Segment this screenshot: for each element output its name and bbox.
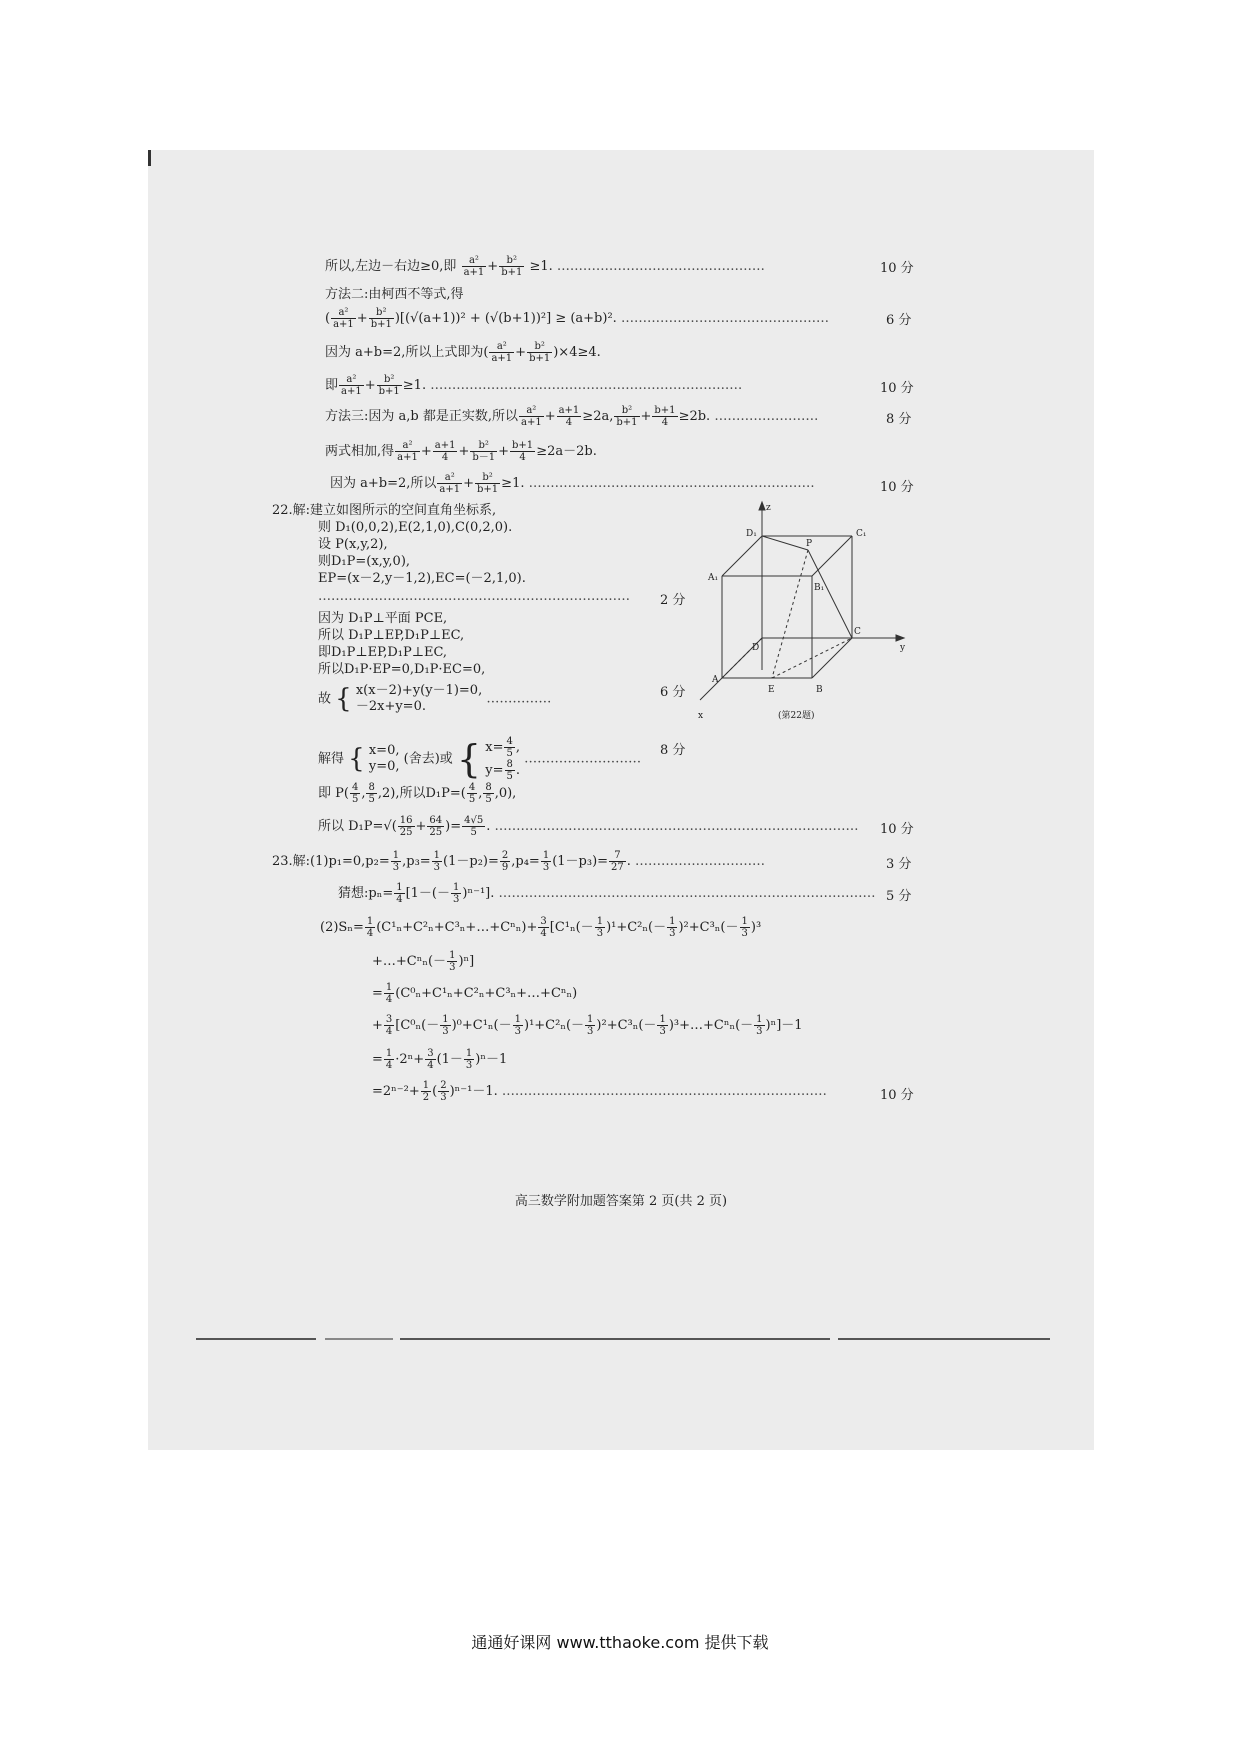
line-6: 方法三:因为 a,b 都是正实数,所以 $\frac{\text{a²}}{a+1}$ + $\frac{a+1}{4}$ ≥2a, $\frac{\text{b²}}{b+1}$ + $\frac{b+1}{4}$ ≥2b. …………………… [325,405,819,428]
score-q22-2: 6 分 [660,685,686,700]
label-b: B [816,685,823,695]
divider-rule-2 [325,1338,393,1340]
line-5: 即 $\frac{\text{a²}}{a+1}$ + $\frac{\text{b²}}{b+1}$ ≥1. ……………………………………………………………… [325,374,743,397]
label-d: D [752,643,760,653]
leader-dots: ………………………………………… [556,259,765,274]
score-l8: 10 分 [880,480,914,495]
q22-line-1: 则 D₁(0,0,2),E(2,1,0),C(0,2,0). [318,520,513,535]
line-2: 方法二:由柯西不等式,得 [325,287,464,302]
score-l5: 10 分 [880,381,914,396]
q22-line-4: EP=(x－2,y－1,2),EC=(－2,1,0). [318,571,526,586]
page-footer: 高三数学附加题答案第 2 页(共 2 页) [514,1194,728,1209]
label-c1: C₁ [856,529,867,539]
label-z: z [766,503,771,513]
score-l6: 8 分 [886,412,912,427]
label-y: y [900,643,906,653]
q23-line-2: 猜想:pₙ= $\frac{1}{4}$ [1－(－ $\frac{1}{3}$ )ⁿ⁻¹]. …………………………………………………………………………… [338,882,876,905]
line-7: 两式相加,得 $\frac{\text{a²}}{a+1}$ + $\frac{a+1}{4}$ + $\frac{\text{b²}}{b-1}$ + $\frac{b+1}{4}$ ≥2a－2b. [325,440,597,463]
line-3: ( $\frac{\text{a²}}{a+1}$ + $\frac{\text{b²}}{b+1}$ )[(√(a+1))² + (√(b+1))²] ≥ (a+b)². ………………………………………… [325,307,829,330]
q23-line-7: = $\frac{1}{4}$ ·2ⁿ+ $\frac{3}{4}$ (1－ $\frac{1}{3}$ )ⁿ－1 [372,1048,508,1071]
scan-footer-wrap [148,0,1094,1450]
score-q23-2: 5 分 [886,889,912,904]
line-4: 因为 a+b=2,所以上式即为( $\frac{\text{a²}}{a+1}$ + $\frac{\text{b²}}{b+1}$ )×4≥4. [325,341,601,364]
label-a1: A₁ [708,573,719,583]
score-q22-1: 2 分 [660,593,686,608]
q23-line-8: =2ⁿ⁻²+ $\frac{1}{2}$ ( $\frac{2}{3}$ )ⁿ⁻¹－1. ………………………………………………………………… [372,1080,827,1103]
q22-line-5: 因为 D₁P⊥平面 PCE, [318,611,448,626]
figure-caption: (第22题) [778,711,815,721]
q23-line-5: = $\frac{1}{4}$ (C⁰ₙ+C¹ₙ+C²ₙ+C³ₙ+…+Cⁿₙ) [372,982,578,1005]
q23-line-3: (2)Sₙ= $\frac{1}{4}$ (C¹ₙ+C²ₙ+C³ₙ+…+Cⁿₙ)+ $\frac{3}{4}$ [C¹ₙ(－ $\frac{1}{3}$ )¹+C²ₙ(－ $\frac{1}{3}$ )²+C³ₙ(－ $\frac{1}{3}$ )³ [320,916,762,939]
q22-line-8: 所以D₁P·EP=0,D₁P·EC=0, [318,662,486,677]
label-d1: D₁ [746,529,757,539]
divider-rule-3 [400,1338,830,1340]
score-q22-3: 8 分 [660,743,686,758]
score-q22-4: 10 分 [880,822,914,837]
source-credit: 通通好课网 www.tthaoke.com 提供下载 [471,1633,769,1652]
q22-line-7: 即D₁P⊥EP,D₁P⊥EC, [318,645,448,660]
label-e: E [768,685,775,695]
q23-line-6: + $\frac{3}{4}$ [C⁰ₙ(－ $\frac{1}{3}$ )⁰+C¹ₙ(－ $\frac{1}{3}$ )¹+C²ₙ(－ $\frac{1}{3}$ )²+C³ₙ(－ $\frac{1}{3}$ )³+…+Cⁿₙ(－ $\frac{1}{3}$ )ⁿ]－1 [372,1014,803,1037]
label-x: x [698,711,704,721]
q23-line-1: 23.解:(1)p₁=0,p₂= $\frac{1}{3}$ ,p₃= $\frac{1}{3}$ (1－p₂)= $\frac{2}{9}$ ,p₄= $\frac{1}{3}$ (1－p₃)= $\frac{7}{27}$ . ………………………… [272,850,766,873]
label-a: A [712,675,719,685]
q22-head: 22.解:建立如图所示的空间直角坐标系, [272,503,497,518]
q22-line-2: 设 P(x,y,2), [318,537,388,552]
q22-line-6: 所以 D₁P⊥EP,D₁P⊥EC, [318,628,465,643]
q22-line-3: 则D₁P=(x,y,0), [318,554,411,569]
line-8: 因为 a+b=2,所以 $\frac{\text{a²}}{a+1}$ + $\frac{\text{b²}}{b+1}$ ≥1. ………………………………………………………… [330,472,815,495]
q22-system-1: 故 { x(x－2)+y(y－1)=0, －2x+y=0. …………… [318,683,552,714]
divider-rule-1 [196,1338,316,1340]
label-p: P [806,539,813,549]
label-b1: B₁ [814,583,825,593]
divider-rule-4 [838,1338,1050,1340]
label-c: C [854,627,861,637]
q22-line-11: 即 P( $\frac{4}{5}$ , $\frac{8}{5}$ ,2),所以D₁P=( $\frac{4}{5}$ , $\frac{8}{5}$ ,0), [318,782,517,805]
q22-solution: 解得 { x=0, y=0, (舍去)或 { x= $\frac{4}{5}$ , y= $\frac{8}{5}$ . ……………………… [318,736,642,782]
q22-line-12: 所以 D₁P=√( $\frac{16}{25}$ + $\frac{64}{25}$ )= $\frac{4√5}{5}$ . ………………………………………………………………………… [318,815,859,838]
line-1: 所以,左边－右边≥0,即 $\frac{\text{a²}}{a+1}$ + $\frac{\text{b²}}{b+1}$ ≥1. ………………………………………… [325,255,765,278]
score-l3: 6 分 [886,313,912,328]
q22-dots-1: ……………………………………………………………… [318,589,630,604]
q23-line-4: +…+Cⁿₙ(－ $\frac{1}{3}$ )ⁿ] [372,950,475,973]
score-l1: 10 分 [880,261,914,276]
score-q23-3: 10 分 [880,1088,914,1103]
score-q23-1: 3 分 [886,857,912,872]
